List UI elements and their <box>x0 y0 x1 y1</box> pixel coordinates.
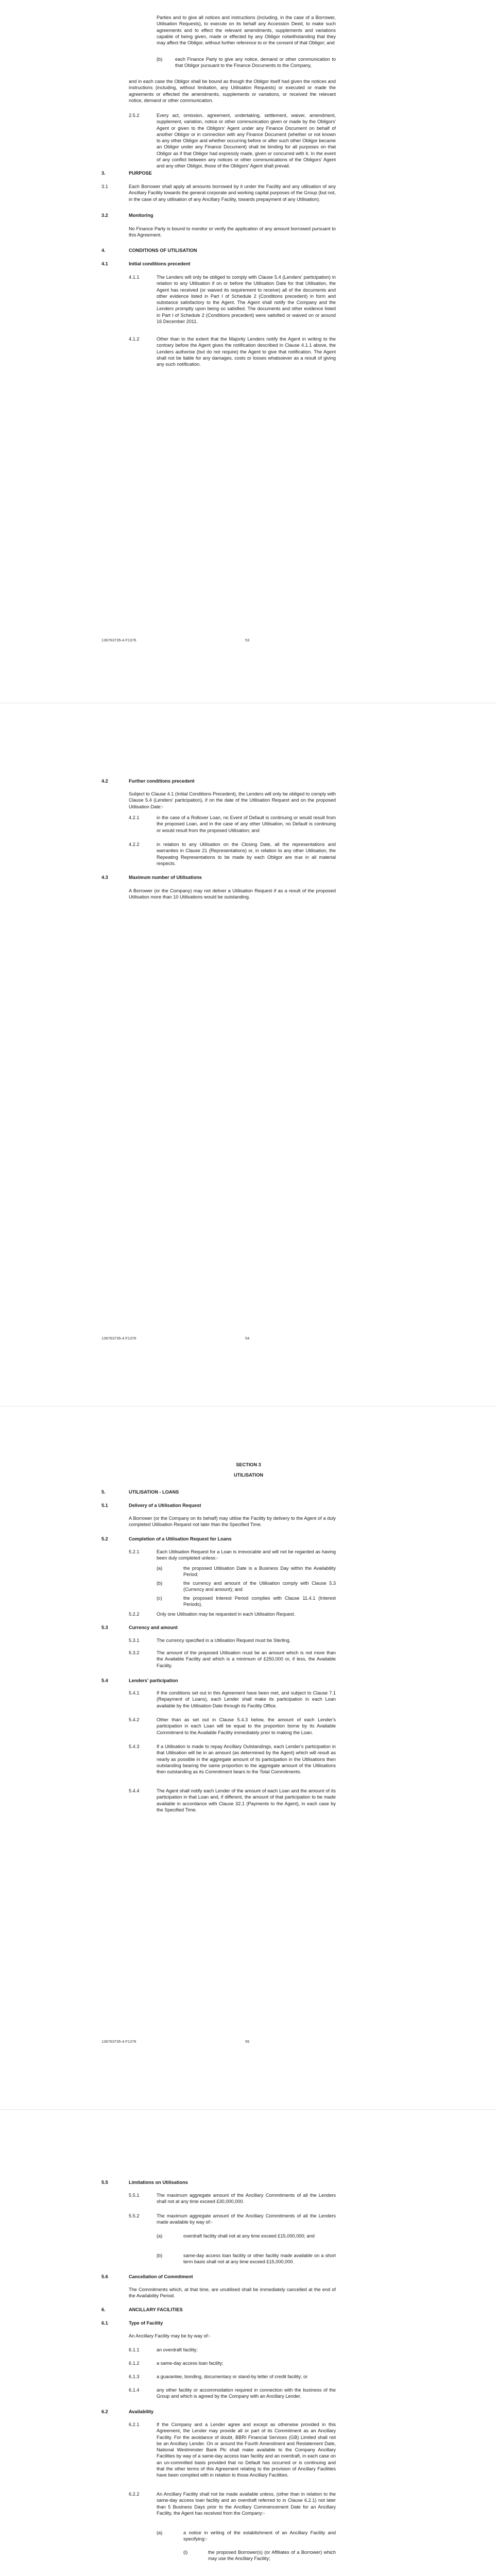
clause-number: 5.5.2 <box>129 2213 140 2218</box>
subpara-text: the currency and amount of the Utilisation comply with Clause 5.3 (Currency and amount); and <box>183 1581 336 1592</box>
clause-number: 5.5 <box>101 2180 108 2185</box>
subpara-text: same-day access loan facility or other facility made available on a short term basis shall not at any time exceed £15,000,000. <box>183 2253 336 2265</box>
clause-number: 5.5.1 <box>129 2193 140 2198</box>
clause-text: If the conditions set out in this Agreement have been met, and subject to Clause 7.1 (Repayment of Loans), each Lender shall make its participation in each Loan available by the Utilisation Date through its Facility Office. <box>157 1690 336 1708</box>
clause-number: 6.2 <box>101 2409 108 2414</box>
section-title: UTILISATION <box>234 1472 263 1478</box>
clause-number: 6.1 <box>101 2320 108 2326</box>
clause-number: 3.2 <box>101 213 108 218</box>
clause-text: An Ancillary Facility shall not be made available unless, (other than in relation to the same-day access loan facility and an overdraft referred to in Clause 6.2.1) not later than 5 Business Days prior to the Ancillary Commencement Date for an Ancillary Facility, the Agent has received from the Company:- <box>157 2492 336 2516</box>
clause-text: A Borrower (or the Company) may not deliver a Utilisation Request if as a result of the proposed Utilisation more than 10 Utilisations would be outstanding. <box>129 888 336 900</box>
page-number: 55 <box>245 2039 250 2044</box>
document-reference: 136763735-4.F1376 <box>101 638 136 642</box>
clause-number: 5.2.2 <box>129 1612 140 1617</box>
section-number: SECTION 3 <box>236 1462 261 1467</box>
clause-text: in the case of a Rollover Loan, no Event of Default is continuing or would result from the proposed Loan, and in the case of any other Utilisation, no Default is continuing or would result from the proposed Utilisation; and <box>157 815 336 833</box>
clause-text: The Agent shall notify each Lender of the amount of each Loan and the amount of its participation in that Loan and, if different, the amount of that participation to be made available in accordance with Clause 32.1 (Payments to the Agent), in each case by the Specified Time. <box>157 1788 336 1812</box>
clause-text: If the Company and a Lender agree and except as otherwise provided in this Agreement, the Lender may provide all or part of its Commitment as an Ancillary Facility. For the avoidance of doubt, BBRI Financial Services (GB) Limited shall not be an Ancillary Lender. On or around the Fourth Amendment and Restatement Date, National Westminster Bank Plc shall make available to the Company Ancillary Facilities by way of a same-day access loan facility and an overdraft, in each case on an un-committed basis provided that no Default has occurred or is continuing and that the other terms of this Agreement relating to the provision of Ancillary Facilities have been complied with in relation to those Ancillary Facilities. <box>157 2422 336 2478</box>
document-page-53 <box>0 0 497 703</box>
clause-heading-cancellation: Cancellation of Commitment <box>129 2274 193 2279</box>
clause-text: Subject to Clause 4.1 (Initial Conditions Precedent), the Lenders will only be obliged to comply with Clause 5.4 (Lenders' participation), if on the date of the Utilisation Request and on the proposed Utilisation Date:- <box>129 791 336 809</box>
clause-number: 3.1 <box>101 184 108 189</box>
clause-text: The amount of the proposed Utilisation must be an amount which is not more than the Available Facility and which is a minimum of £250,000 or, if less, the Available Facility. <box>157 1650 336 1668</box>
clause-number: 5.2 <box>101 1536 108 1541</box>
clause-text: Other than as set out in Clause 5.4.3 below, the amount of each Lender's participation in each Loan will be equal to the proportion borne by its Available Commitment to the Available Facility immediately prior to making the Loan. <box>157 1717 336 1735</box>
clause-number: 5.1 <box>101 1503 108 1508</box>
clause-number: 6.2.1 <box>129 2422 140 2427</box>
clause-text: Each Borrower shall apply all amounts borrowed by it under the Facility and any utilisation of any Ancillary Facility towards the general corporate and working capital purposes of the Group (but not, in the case of any utilisation of any Ancillary Facility, towards prepayment of any Utilisation). <box>129 184 336 202</box>
clause-number: 4.2.1 <box>129 815 140 820</box>
subpara-label: (a) <box>157 2530 163 2535</box>
clause-text: A Borrower (or the Company on its behalf) may utilise the Facility by delivery to the Agent of a duly completed Utilisation Request not later than the Specified Time. <box>129 1516 336 1528</box>
clause-text: Every act, omission, agreement, undertaking, settlement, waiver, amendment, supplement, variation, notice or other communication given or made by the Obligors' Agent or given to the Obligors' Agent under any Finance Document on behalf of another Obligor or in connection with any Finance Document (whether or not known to any other Obligor and whether occurring before or after such other Obligor became an Obligor under any Finance Document) shall be binding for all purposes on that Obligor as if that Obligor had expressly made, given or concurred with it. In the event of any conflict between any notices or other communications of the Obligors' Agent and any other Obligor, those of the Obligors' Agent shall prevail. <box>157 113 336 169</box>
subpara-text: the proposed Utilisation Date is a Business Day within the Availability Period; <box>183 1566 336 1578</box>
clause-number: 5.3.2 <box>129 1650 140 1655</box>
clause-number: 4.2 <box>101 778 108 784</box>
clause-number: 6.1.1 <box>129 2347 140 2352</box>
subpara-text: a notice in writing of the establishment of an Ancillary Facility and specifying:- <box>183 2530 336 2542</box>
clause-number: 5.2.1 <box>129 1549 140 1554</box>
clause-number: 5.3 <box>101 1625 108 1630</box>
clause-number: 4.2.2 <box>129 842 140 847</box>
clause-heading-max-utilisations: Maximum number of Utilisations <box>129 875 202 880</box>
document-page-54 <box>0 703 497 1406</box>
clause-number: 5.4.2 <box>129 1717 140 1722</box>
clause-text: If a Utilisation is made to repay Ancillary Outstandings, each Lender's participation in that Utilisation will be in an amount (as determined by the Agent) which will result as nearly as possible in the aggregate amount of its participation in the Utilisations then outstanding bearing the same proportion to the aggregate amount of the Utilisations then outstanding as its Commitment bears to the Total Commitments. <box>157 1744 336 1775</box>
document-page-55 <box>0 1406 497 2110</box>
clause-heading-type: Type of Facility <box>129 2320 163 2326</box>
list-item: a guarantee, bonding, documentary or stand-by letter of credit facility; or <box>157 2374 308 2379</box>
clause-heading-delivery: Delivery of a Utilisation Request <box>129 1503 201 1508</box>
clause-number: 5.4.1 <box>129 1690 140 1696</box>
clause-number: 5.4.3 <box>129 1744 140 1749</box>
clause-number: 3. <box>101 171 106 176</box>
clause-text: The maximum aggregate amount of the Ancillary Commitments of all the Lenders made available by way of:- <box>157 2213 336 2225</box>
clause-number: 5.3.1 <box>129 1638 140 1643</box>
clause-number: 5.4 <box>101 1678 108 1683</box>
page-number: 54 <box>245 1336 250 1341</box>
clause-text: Only one Utilisation may be requested in each Utilisation Request. <box>157 1612 296 1617</box>
clause-text: Each Utilisation Request for a Loan is irrevocable and will not be regarded as having been duly completed unless:- <box>157 1549 336 1561</box>
clause-number: 6.1.3 <box>129 2374 140 2379</box>
clause-number: 5.6 <box>101 2274 108 2279</box>
subpara-label: (a) <box>157 1566 163 1571</box>
clause-text: The Commitments which, at that time, are unutilised shall be immediately cancelled at the end of the Availability Period. <box>129 2287 336 2299</box>
clause-number: 4. <box>101 248 106 253</box>
clause-number: 5. <box>101 1489 106 1495</box>
clause-text: No Finance Party is bound to monitor or verify the application of any amount borrowed pursuant to this Agreement. <box>129 226 336 238</box>
document-page-56 <box>0 2110 497 2576</box>
clause-heading-monitoring: Monitoring <box>129 213 153 218</box>
clause-heading-initial-cp: Initial conditions precedent <box>129 261 191 266</box>
document-reference: 136763735-4.F1376 <box>101 1336 136 1341</box>
clause-heading-participation: Lenders' participation <box>129 1678 178 1683</box>
document-reference: 136763735-4.F1376 <box>101 2039 136 2044</box>
clause-heading-limitations: Limitations on Utilisations <box>129 2180 188 2185</box>
clause-number: 2.5.2 <box>129 113 140 118</box>
paragraph-notices: each Finance Party to give any notice, demand or other communication to that Obligor pursuant to the Finance Documents to the Company, <box>175 57 336 69</box>
clause-text: The currency specified in a Utilisation Request must be Sterling. <box>157 1638 291 1643</box>
subpara-text: the proposed Interest Period complies with Clause 11.4.1 (Interest Periods). <box>183 1596 336 1607</box>
clause-text: Other than to the extent that the Majority Lenders notify the Agent in writing to the contrary before the Agent gives the notification described in Clause 4.1.1 above, the Lenders authorise (but do not require) the Agent to give that notification. The Agent shall not be liable for any damages, costs or losses whatsoever as a result of giving any such notification. <box>157 336 336 367</box>
list-item: any other facility or accommodation required in connection with the business of the Group and which is agreed by the Company with an Ancillary Lender. <box>157 2387 336 2399</box>
clause-text: An Ancillary Facility may be by way of:- <box>129 2333 211 2338</box>
clause-heading-utilisation-loans: UTILISATION - LOANS <box>129 1489 179 1495</box>
clause-heading-conditions: CONDITIONS OF UTILISATION <box>129 248 197 253</box>
subpara-text: overdraft facility shall not at any time exceed £15,000,000; and <box>183 2233 315 2239</box>
clause-number: 6.2.2 <box>129 2492 140 2497</box>
subpara-label: (b) <box>157 57 163 62</box>
list-item: a same-day access loan facility; <box>157 2361 224 2366</box>
paragraph-authority: Parties and to give all notices and instructions (including, in the case of a Borrower, Utilisation Requests), to execute on its behalf any Accession Deed, to make such agreements and to effect the relevant amendments, supplements and variations capable of being given, made or effected by any Obligor notwithstanding that they may affect the Obligor, without further reference to or the consent of that Obligor; and <box>157 15 336 46</box>
clause-text: The Lenders will only be obliged to comply with Clause 5.4 (Lenders' participation) in relation to any Utilisation if on or before the Utilisation Date for that Utilisation, the Agent has received (or waived its requirement to receive) all of the documents and other evidence listed in Part I of Schedule 2 (Conditions precedent) in form and substance satisfactory to the Agent. The Agent shall notify the Company and the Lenders promptly upon being so satisfied. The documents and other evidence listed in Part I of Schedule 2 (Conditions precedent) were satisfied or waived on or around 16 December 2011. <box>157 275 336 325</box>
clause-text: The maximum aggregate amount of the Ancillary Commitments of all the Lenders shall not at any time exceed £30,000,000. <box>157 2193 336 2205</box>
subpara-label: (i) <box>183 2550 188 2555</box>
subpara-text: the proposed Borrower(s) (or Affiliates of a Borrower) which may use the Ancillary Facility; <box>208 2550 336 2562</box>
clause-text: in relation to any Utilisation on the Closing Date, all the representations and warranties in Clause 21 (Representations) or, in relation to any other Utilisation, the Repeating Representations to be made by each Obligor are true in all material respects. <box>157 842 336 866</box>
clause-heading-availability: Availability <box>129 2409 154 2414</box>
clause-heading-purpose: PURPOSE <box>129 171 152 176</box>
clause-heading-further-cp: Further conditions precedent <box>129 778 195 784</box>
subpara-label: (b) <box>157 1581 163 1586</box>
paragraph-bound: and in each case the Obligor shall be bound as though the Obligor itself had given the notices and instructions (including, without limitation, any Utilisation Requests) or executed or made the agreements or effected the amendments, supplements or variations, or received the relevant notice, demand or other communication. <box>129 79 336 103</box>
clause-number: 4.3 <box>101 875 108 880</box>
clause-number: 6.1.2 <box>129 2361 140 2366</box>
clause-heading-completion: Completion of a Utilisation Request for Loans <box>129 1536 232 1541</box>
page-number: 53 <box>245 638 250 642</box>
clause-number: 5.4.4 <box>129 1788 140 1793</box>
subpara-label: (a) <box>157 2233 163 2239</box>
clause-number: 4.1 <box>101 261 108 266</box>
subpara-label: (b) <box>157 2253 163 2258</box>
clause-number: 4.1.1 <box>129 275 140 280</box>
subpara-label: (c) <box>157 1596 162 1601</box>
clause-heading-ancillary: ANCILLARY FACILITIES <box>129 2307 183 2312</box>
clause-number: 6. <box>101 2307 106 2312</box>
clause-number: 4.1.2 <box>129 336 140 342</box>
clause-number: 6.1.4 <box>129 2387 140 2393</box>
clause-heading-currency: Currency and amount <box>129 1625 178 1630</box>
list-item: an overdraft facility; <box>157 2347 198 2352</box>
